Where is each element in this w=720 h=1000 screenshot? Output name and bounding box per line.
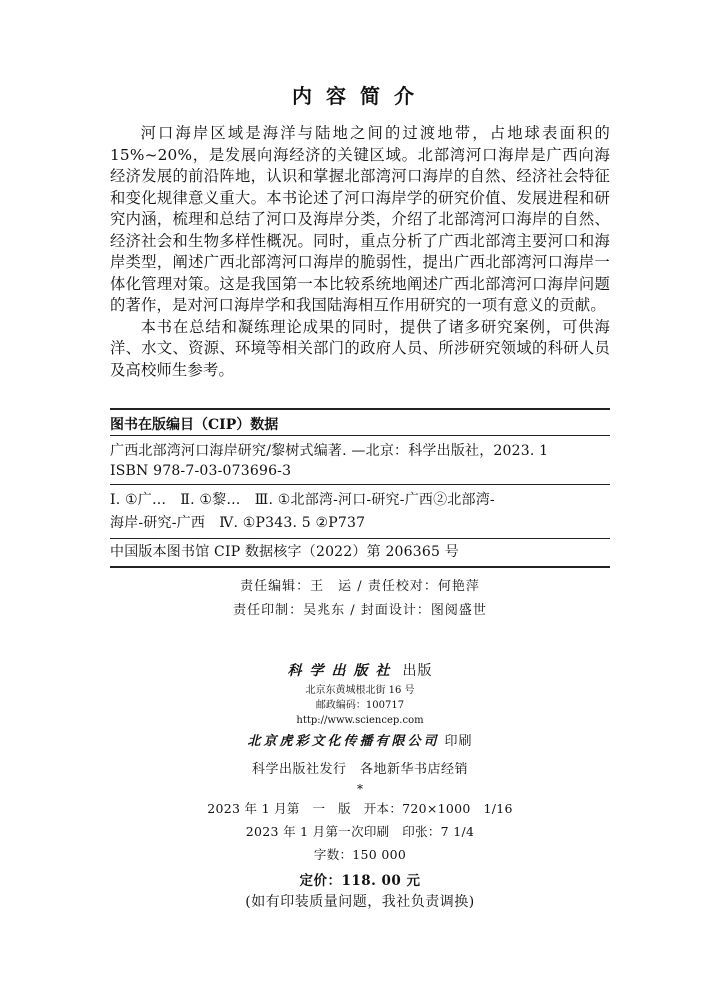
publisher-url: http://www.sciencep.com [296, 715, 424, 726]
printing-line: 2023 年 1 月第一次印刷 印张：7 1/4 [245, 824, 475, 839]
printer-name: 北京虎彩文化传播有限公司 [247, 734, 440, 749]
publisher-postcode: 邮政编码：100717 [315, 700, 405, 711]
publisher-name: 科学出版社 [287, 663, 398, 679]
cip-heading: 图书在版编目（CIP）数据 [110, 417, 279, 433]
publisher-address: 北京东黄城根北街 16 号 [305, 685, 415, 696]
cip-isbn: ISBN 978-7-03-073696-3 [110, 463, 292, 479]
cip-verification: 中国版本图书馆 CIP 数据核字（2022）第 206365 号 [110, 544, 459, 560]
publisher-line [0, 660, 720, 680]
cip-classification-line-2: 海岸-研究-广西 Ⅳ. ①P343. 5 ②P737 [110, 515, 366, 531]
cip-record [110, 441, 610, 481]
cip-verification-block [110, 542, 610, 562]
cip-book-line: 广西北部湾河口海岸研究/黎树式编著. —北京：科学出版社，2023. 1 [110, 443, 549, 459]
summary-paragraph-2: 本书在总结和凝练理论成果的同时，提供了诸多研究案例，可供海洋、水文、资源、环境等相关部门的政府人员、所涉研究领域的科研人员及高校师生参考。 [110, 317, 610, 379]
printer-suffix: 印刷 [444, 734, 473, 749]
cip-heading-rule [110, 435, 610, 436]
summary-body [110, 123, 610, 381]
cip-classification-line-1: Ⅰ. ①广… Ⅱ. ①黎… Ⅲ. ①北部湾-河口-研究-广西②北部湾- [110, 492, 495, 508]
cip-heading-block [110, 414, 610, 434]
credits-line-1: 责任编辑：王 运 / 责任校对：何艳萍 [240, 579, 480, 594]
return-note: (如有印装质量问题，我社负责调换) [245, 894, 475, 910]
cip-isbn-rule [110, 484, 610, 485]
separator-star: * [357, 782, 363, 796]
cip-classification-rule [110, 538, 610, 539]
printer-line [0, 730, 720, 749]
summary-title: 内容简介 [292, 84, 428, 108]
edition-line: 2023 年 1 月第 一 版 开本：720×1000 1/16 [207, 801, 513, 816]
price: 定价：118. 00 元 [299, 873, 421, 889]
summary-paragraph-1: 河口海岸区域是海洋与陆地之间的过渡地带，占地球表面积的15%~20%，是发展向海经济的关键区域。北部湾河口海岸是广西向海经济发展的前沿阵地，认识和掌握北部湾河口海岸的自然、经济社会特征和变化规律意义重大。本书论述了河口海岸学的研究价值、发展进程和研究内涵，梳理和总结了河口及海岸分类，介绍了北部湾河口海岸的自然、经济社会和生物多样性概况。同时，重点分析了广西北部湾主要河口和海岸类型，阐述广西北部湾河口海岸的脆弱性，提出广西北部湾河口海岸一体化管理对策。这是我国第一本比较系统地阐述广西北部湾河口海岸问题的著作，是对河口海岸学和我国陆海相互作用研究的一项有意义的贡献。 [110, 124, 610, 314]
cip-bottom-rule [110, 566, 610, 568]
distribution-line: 科学出版社发行 各地新华书店经销 [251, 762, 468, 777]
word-count: 字数：150 000 [313, 847, 407, 862]
cip-top-rule [110, 408, 610, 410]
credits-line-2: 责任印制：吴兆东 / 封面设计：图阅盛世 [233, 603, 487, 618]
publisher-suffix: 出版 [402, 663, 433, 679]
cip-classification [110, 489, 610, 535]
